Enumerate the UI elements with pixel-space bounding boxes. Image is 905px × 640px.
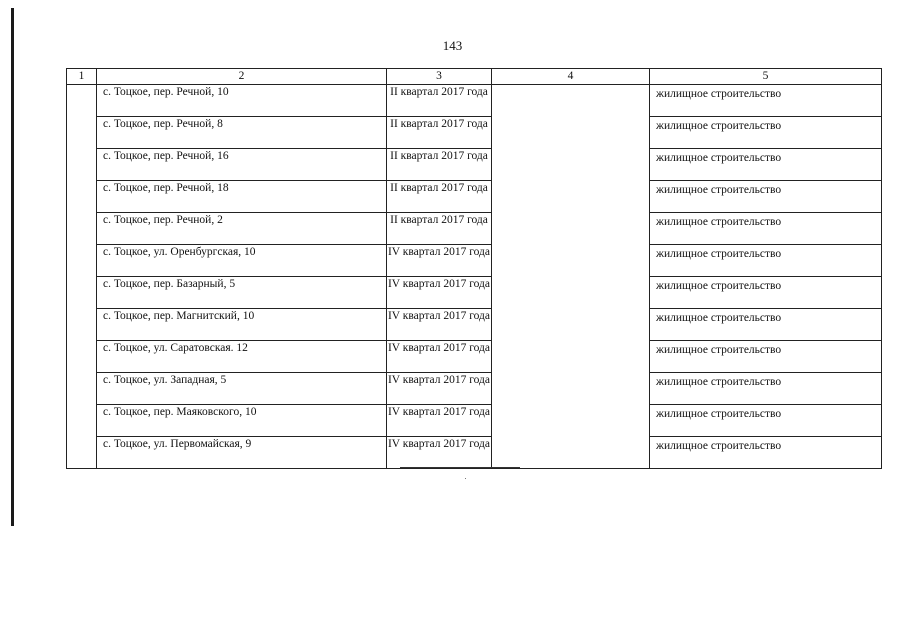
column-header-1: 1 [67,69,97,85]
table-row [67,309,882,341]
land-plots-table [66,68,882,469]
table-body [67,85,882,469]
table-row [67,245,882,277]
scan-margin-bar [11,8,14,526]
address-cell: с. Тоцкое, пер. Речной, 10 [97,85,387,117]
period-cell: IV квартал 2017 года [387,341,492,373]
address-cell: с. Тоцкое, пер. Магнитский, 10 [97,309,387,341]
period-cell: IV квартал 2017 года [387,245,492,277]
address-cell: с. Тоцкое, ул. Западная, 5 [97,373,387,405]
address-cell: с. Тоцкое, пер. Речной, 16 [97,149,387,181]
column-header-4: 4 [492,69,650,85]
address-cell: с. Тоцкое, ул. Оренбургская, 10 [97,245,387,277]
purpose-cell: жилищное строительство [650,245,882,277]
table-row [67,277,882,309]
table-row [67,437,882,469]
purpose-cell: жилищное строительство [650,117,882,149]
address-cell: с. Тоцкое, пер. Базарный, 5 [97,277,387,309]
purpose-cell: жилищное строительство [650,341,882,373]
table-header-row [67,69,882,85]
period-cell: IV квартал 2017 года [387,373,492,405]
address-cell: с. Тоцкое, пер. Речной, 2 [97,213,387,245]
purpose-cell: жилищное строительство [650,437,882,469]
page-number: 143 [442,38,463,53]
table-row [67,117,882,149]
period-cell: II квартал 2017 года [387,181,492,213]
table-row [67,149,882,181]
purpose-cell: жилищное строительство [650,181,882,213]
purpose-cell: жилищное строительство [650,373,882,405]
period-cell: II квартал 2017 года [387,117,492,149]
period-cell: II квартал 2017 года [387,149,492,181]
period-cell: IV квартал 2017 года [387,309,492,341]
column-4-merged-cell [492,85,650,469]
period-cell: II квартал 2017 года [387,85,492,117]
address-cell: с. Тоцкое, ул. Первомайская, 9 [97,437,387,469]
column-header-5: 5 [650,69,882,85]
scan-speck [465,478,466,479]
table-row [67,181,882,213]
table-row [67,373,882,405]
address-cell: с. Тоцкое, пер. Речной, 8 [97,117,387,149]
table-row [67,213,882,245]
purpose-cell: жилищное строительство [650,277,882,309]
address-cell: с. Тоцкое, ул. Саратовская. 12 [97,341,387,373]
period-cell: IV квартал 2017 года [387,277,492,309]
column-1-merged-cell [67,85,97,469]
period-cell: IV квартал 2017 года [387,437,492,469]
table-row [67,85,882,117]
purpose-cell: жилищное строительство [650,149,882,181]
table-row [67,405,882,437]
purpose-cell: жилищное строительство [650,213,882,245]
address-cell: с. Тоцкое, пер. Речной, 18 [97,181,387,213]
column-header-2: 2 [97,69,387,85]
table-row [67,341,882,373]
end-of-table-rule [400,467,520,468]
period-cell: II квартал 2017 года [387,213,492,245]
column-header-3: 3 [387,69,492,85]
period-cell: IV квартал 2017 года [387,405,492,437]
purpose-cell: жилищное строительство [650,405,882,437]
purpose-cell: жилищное строительство [650,309,882,341]
purpose-cell: жилищное строительство [650,85,882,117]
address-cell: с. Тоцкое, пер. Маяковского, 10 [97,405,387,437]
